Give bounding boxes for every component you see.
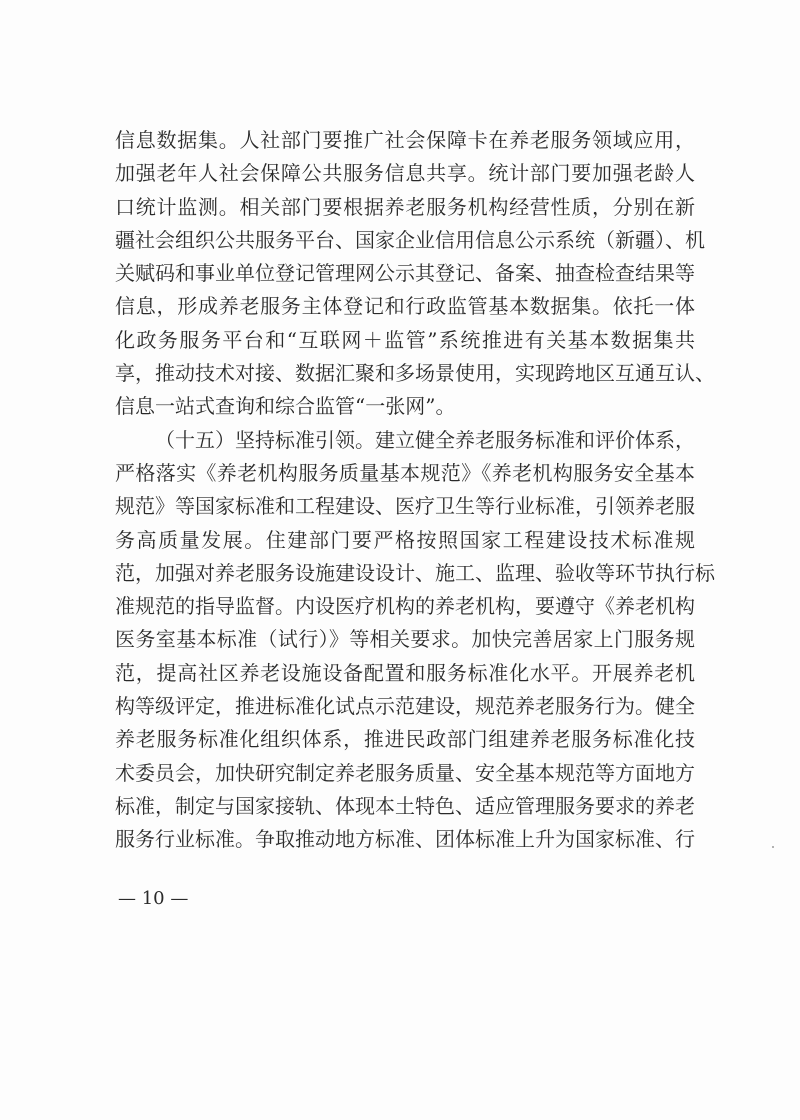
text-line: 规范》等国家标准和工程建设、医疗卫生等行业标准，引领养老服: [115, 494, 695, 519]
text-line: 养老服务标准化组织体系，推进民政部门组建养老服务标准化技: [115, 727, 695, 752]
text-line: 信息，形成养老服务主体登记和行政监管基本数据集。依托一体: [115, 294, 695, 319]
text-line: 信息数据集。人社部门要推广社会保障卡在养老服务领域应用，: [115, 128, 695, 152]
body-text: [115, 124, 715, 857]
text-line: 信息一站式查询和综合监管“一张网”。: [115, 394, 456, 419]
text-line: 术委员会，加快研究制定养老服务质量、安全基本规范等方面地方: [115, 760, 695, 785]
text-line: 标准，制定与国家接轨、体现本土特色、适应管理服务要求的养老: [115, 793, 695, 818]
text-line: 准规范的指导监督。内设医疗机构的养老机构，要遵守《养老机构: [115, 594, 695, 619]
text-line: 口统计监测。相关部门要根据养老服务机构经营性质，分别在新: [115, 194, 695, 219]
scan-speck: [772, 846, 774, 848]
text-line: 范，加强对养老服务设施建设设计、施工、监理、验收等环节执行标: [115, 560, 715, 585]
text-line: 严格落实《养老机构服务质量基本规范》《养老机构服务安全基本: [115, 460, 695, 485]
text-line: 服务行业标准。争取推动地方标准、团体标准上升为国家标准、行: [115, 827, 695, 852]
text-line: 疆社会组织公共服务平台、国家企业信用信息公示系统（新疆）、机: [115, 227, 705, 252]
paragraph-heading-line: （十五）坚持标准引领。建立健全养老服务标准和评价体系，: [155, 427, 695, 452]
text-line: 构等级评定，推进标准化试点示范建设，规范养老服务行为。健全: [115, 694, 695, 719]
text-line: 加强老年人社会保障公共服务信息共享。统计部门要加强老龄人: [115, 161, 695, 186]
text-line: 范，提高社区养老设施设备配置和服务标准化水平。开展养老机: [115, 660, 695, 685]
text-line: 化政务服务平台和“互联网＋监管”系统推进有关基本数据集共: [115, 327, 695, 352]
text-line: 享，推动技术对接、数据汇聚和多场景使用，实现跨地区互通互认、: [115, 361, 715, 386]
page-number: — 10 —: [118, 888, 189, 909]
text-line: 医务室基本标准（试行）》等相关要求。加快完善居家上门服务规: [115, 627, 695, 652]
text-line: 务高质量发展。住建部门要严格按照国家工程建设技术标准规: [115, 527, 695, 552]
text-line: 关赋码和事业单位登记管理网公示其登记、备案、抽查检查结果等: [115, 261, 695, 286]
